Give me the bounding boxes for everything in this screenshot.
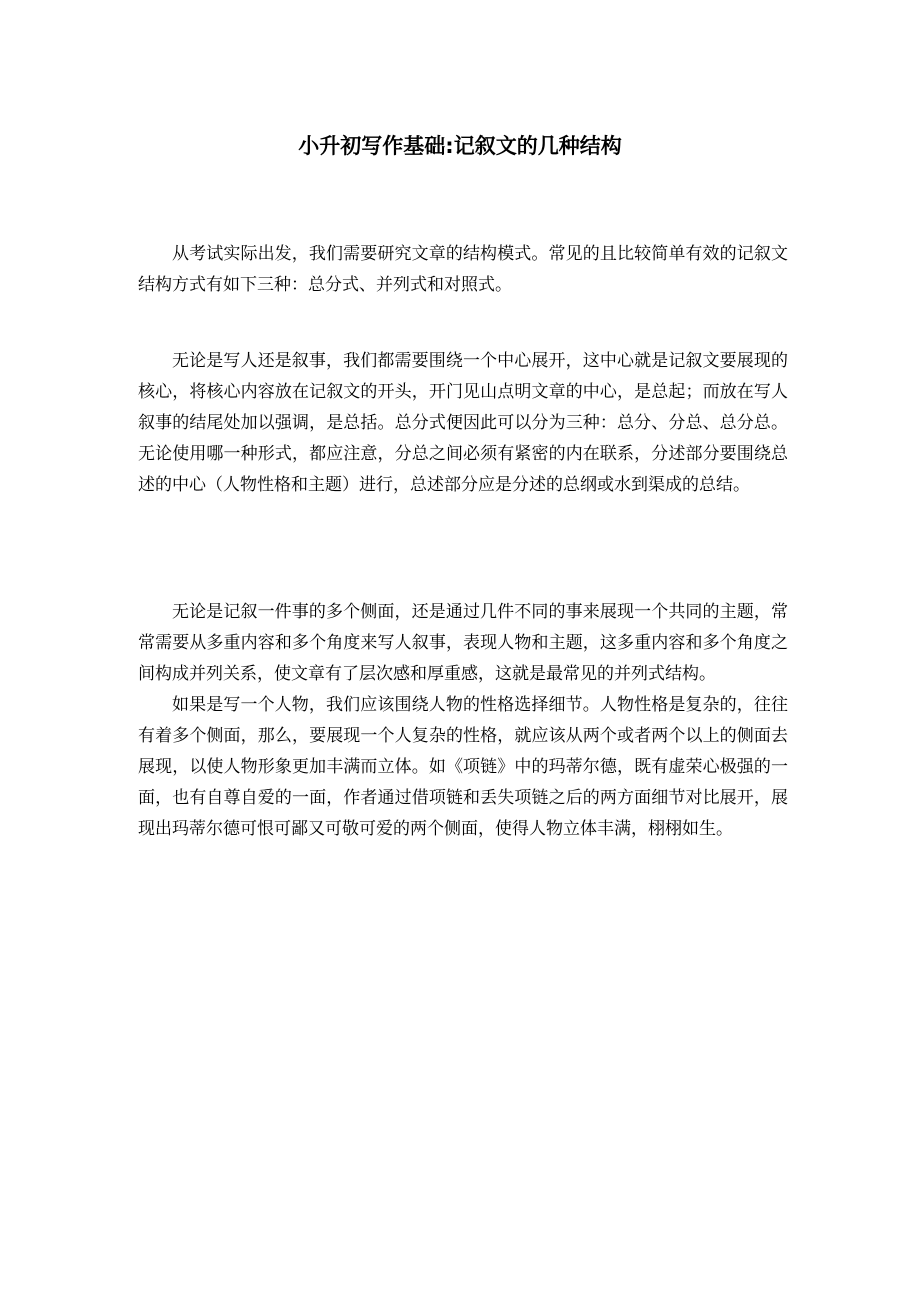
paragraph-character-example: 如果是写一个人物，我们应该围绕人物的性格选择细节。人物性格是复杂的，往往有着多个侧面，那么，要展现一个人复杂的性格，就应该从两个或者两个以上的侧面去展现，以使人物形象更加丰满而立体。如《项链》中的玛蒂尔德，既有虚荣心极强的一面，也有自尊自爱的一面，作者通过借项链和丢失项链之后的两方面细节对比展开，展现出玛蒂尔德可恨可鄙又可敬可爱的两个侧面，使得人物立体丰满，栩栩如生。 xyxy=(138,695,788,839)
text-block-parallel xyxy=(138,597,788,845)
paragraph-intro: 从考试实际出发，我们需要研究文章的结构模式。常见的且比较简单有效的记叙文结构方式有如下三种：总分式、并列式和对照式。 xyxy=(138,244,788,295)
text-block-total-part xyxy=(138,346,788,501)
text-block-intro xyxy=(138,239,788,301)
paragraph-total-part-structure: 无论是写人还是叙事，我们都需要围绕一个中心展开，这中心就是记叙文要展现的核心，将核心内容放在记叙文的开头，开门见山点明文章的中心，是总起；而放在写人叙事的结尾处加以强调，是总括。总分式便因此可以分为三种：总分、分总、总分总。无论使用哪一种形式，都应注意，分总之间必须有紧密的内在联系，分述部分要围绕总述的中心（人物性格和主题）进行，总述部分应是分述的总纲或水到渠成的总结。 xyxy=(138,351,788,495)
paragraph-parallel-structure: 无论是记叙一件事的多个侧面，还是通过几件不同的事来展现一个共同的主题，常常需要从多重内容和多个角度来写人叙事，表现人物和主题，这多重内容和多个角度之间构成并列关系，使文章有了层次感和厚重感，这就是最常见的并列式结构。 xyxy=(138,602,788,684)
document-title: 小升初写作基础:记叙文的几种结构 xyxy=(298,134,622,158)
